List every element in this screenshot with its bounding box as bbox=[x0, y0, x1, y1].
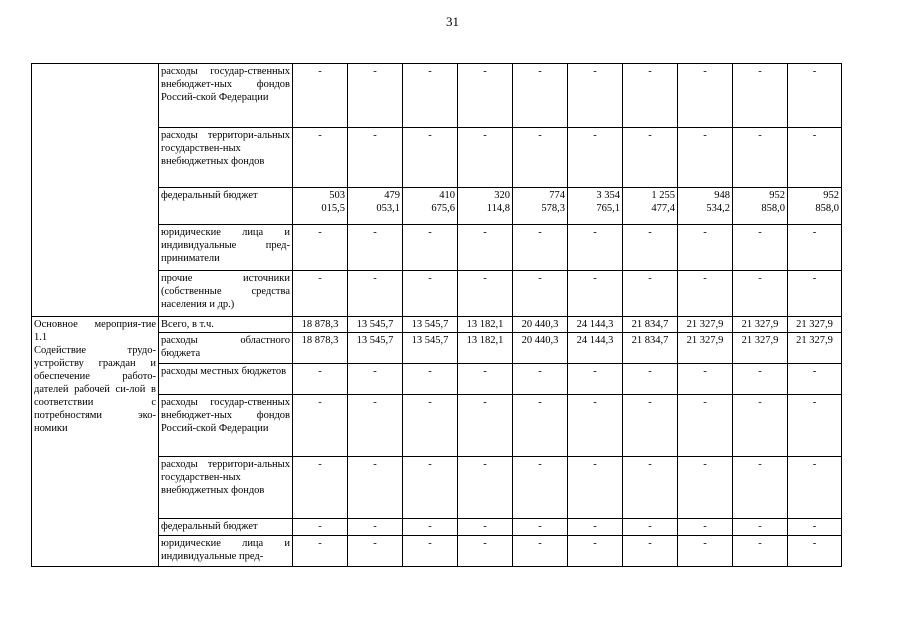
value-line: 858,0 bbox=[761, 203, 785, 214]
value-cell: - bbox=[403, 536, 458, 567]
value-cell: - bbox=[733, 536, 788, 567]
value-cell: - bbox=[568, 536, 623, 567]
value-cell: - bbox=[348, 364, 403, 395]
value-line: 952 bbox=[769, 190, 785, 201]
source-label: федеральный бюджет bbox=[159, 188, 293, 225]
value-cell: 13 545,7 bbox=[348, 333, 403, 364]
value-cell: - bbox=[348, 457, 403, 519]
value-line: 675,6 bbox=[431, 203, 455, 214]
source-label: расходы государ-ственных внебюджет-ных фондов Россий-ской Федерации bbox=[159, 64, 293, 128]
value-cell: - bbox=[678, 64, 733, 128]
value-line: 015,5 bbox=[321, 203, 345, 214]
value-cell: - bbox=[403, 519, 458, 536]
value-cell: - bbox=[568, 64, 623, 128]
value-cell: - bbox=[403, 271, 458, 317]
value-line: 774 bbox=[549, 190, 565, 201]
value-cell: - bbox=[788, 225, 842, 271]
value-cell: - bbox=[513, 225, 568, 271]
value-cell: - bbox=[293, 64, 348, 128]
measure-description: Содействие трудо-устройству граждан и обеспечение работо-дателей рабочей си-лой в соответствии с потребностями эко-номики bbox=[34, 345, 156, 434]
value-cell: - bbox=[678, 519, 733, 536]
value-cell: 18 878,3 bbox=[293, 317, 348, 333]
table-row bbox=[32, 317, 842, 333]
value-cell: - bbox=[788, 64, 842, 128]
value-line: 053,1 bbox=[376, 203, 400, 214]
value-line: 858,0 bbox=[815, 203, 839, 214]
value-cell: - bbox=[678, 457, 733, 519]
table-row bbox=[32, 64, 842, 128]
value-cell: - bbox=[293, 128, 348, 188]
value-cell: - bbox=[568, 225, 623, 271]
value-cell: - bbox=[678, 536, 733, 567]
value-cell: - bbox=[293, 395, 348, 457]
value-cell: - bbox=[458, 64, 513, 128]
value-cell: 13 545,7 bbox=[403, 333, 458, 364]
value-cell: 21 834,7 bbox=[623, 333, 678, 364]
value-cell: 13 545,7 bbox=[348, 317, 403, 333]
measure-cell bbox=[32, 317, 159, 567]
value-line: 952 bbox=[823, 190, 839, 201]
value-cell bbox=[733, 188, 788, 225]
value-cell bbox=[568, 188, 623, 225]
value-cell: - bbox=[403, 128, 458, 188]
value-cell: - bbox=[513, 364, 568, 395]
value-cell: - bbox=[678, 364, 733, 395]
value-line: 477,4 bbox=[651, 203, 675, 214]
value-cell: - bbox=[788, 395, 842, 457]
value-cell: - bbox=[788, 457, 842, 519]
value-line: 534,2 bbox=[706, 203, 730, 214]
value-cell: - bbox=[513, 519, 568, 536]
value-cell: - bbox=[788, 536, 842, 567]
value-line: 578,3 bbox=[541, 203, 565, 214]
value-cell: - bbox=[788, 364, 842, 395]
value-cell: - bbox=[348, 225, 403, 271]
value-cell: - bbox=[513, 128, 568, 188]
value-cell: - bbox=[403, 364, 458, 395]
page-number: 31 bbox=[446, 14, 459, 29]
budget-table bbox=[31, 63, 842, 567]
source-label: юридические лица и индивидуальные пред-приниматели bbox=[159, 225, 293, 271]
value-cell: - bbox=[348, 64, 403, 128]
value-cell: - bbox=[568, 128, 623, 188]
value-cell: - bbox=[403, 457, 458, 519]
value-cell: - bbox=[403, 64, 458, 128]
value-cell: - bbox=[623, 536, 678, 567]
empty-measure-cell bbox=[32, 64, 159, 317]
value-cell bbox=[348, 188, 403, 225]
value-cell bbox=[403, 188, 458, 225]
source-label: прочие источники (собственные средства населения и др.) bbox=[159, 271, 293, 317]
value-cell: 21 834,7 bbox=[623, 317, 678, 333]
value-line: 948 bbox=[714, 190, 730, 201]
value-cell: 13 182,1 bbox=[458, 317, 513, 333]
value-cell: - bbox=[623, 457, 678, 519]
value-cell bbox=[788, 188, 842, 225]
value-cell: - bbox=[513, 457, 568, 519]
value-cell: - bbox=[733, 225, 788, 271]
value-cell: - bbox=[678, 395, 733, 457]
value-cell bbox=[623, 188, 678, 225]
value-cell bbox=[293, 188, 348, 225]
source-label: расходы государ-ственных внебюджет-ных фондов Россий-ской Федерации bbox=[159, 395, 293, 457]
source-label: юридические лица и индивидуальные пред- bbox=[159, 536, 293, 567]
value-cell: - bbox=[568, 457, 623, 519]
table-body bbox=[32, 64, 842, 567]
source-label: федеральный бюджет bbox=[159, 519, 293, 536]
value-cell: 21 327,9 bbox=[788, 333, 842, 364]
value-cell: - bbox=[293, 364, 348, 395]
value-cell: - bbox=[513, 536, 568, 567]
value-line: 1 255 bbox=[651, 190, 675, 201]
value-cell: - bbox=[568, 271, 623, 317]
value-cell: - bbox=[513, 271, 568, 317]
value-cell: - bbox=[458, 395, 513, 457]
value-cell: - bbox=[458, 128, 513, 188]
value-cell: - bbox=[788, 519, 842, 536]
value-cell: - bbox=[733, 457, 788, 519]
value-cell bbox=[678, 188, 733, 225]
value-cell bbox=[513, 188, 568, 225]
value-cell: - bbox=[733, 271, 788, 317]
value-cell: - bbox=[458, 457, 513, 519]
value-cell: - bbox=[458, 271, 513, 317]
value-cell: - bbox=[348, 536, 403, 567]
value-cell: - bbox=[458, 519, 513, 536]
value-cell: - bbox=[348, 271, 403, 317]
value-cell: - bbox=[623, 364, 678, 395]
source-label: Всего, в т.ч. bbox=[159, 317, 293, 333]
value-cell: - bbox=[733, 128, 788, 188]
value-cell: 24 144,3 bbox=[568, 333, 623, 364]
value-cell: - bbox=[788, 128, 842, 188]
value-line: 114,8 bbox=[486, 203, 510, 214]
value-cell: - bbox=[458, 364, 513, 395]
value-cell: - bbox=[293, 536, 348, 567]
value-cell: - bbox=[348, 395, 403, 457]
value-cell: 13 545,7 bbox=[403, 317, 458, 333]
value-cell: - bbox=[733, 519, 788, 536]
value-cell: - bbox=[568, 395, 623, 457]
value-cell: - bbox=[293, 225, 348, 271]
value-cell: - bbox=[293, 457, 348, 519]
value-cell: - bbox=[568, 364, 623, 395]
measure-title: Основное мероприя-тие 1.1 bbox=[34, 319, 156, 343]
value-cell: - bbox=[623, 271, 678, 317]
value-cell: - bbox=[623, 128, 678, 188]
value-cell: - bbox=[293, 519, 348, 536]
value-cell bbox=[458, 188, 513, 225]
value-cell: - bbox=[568, 519, 623, 536]
value-line: 320 bbox=[494, 190, 510, 201]
value-cell: - bbox=[678, 225, 733, 271]
value-cell: - bbox=[348, 128, 403, 188]
value-line: 410 bbox=[439, 190, 455, 201]
value-cell: 21 327,9 bbox=[678, 333, 733, 364]
value-cell: 13 182,1 bbox=[458, 333, 513, 364]
value-cell: - bbox=[623, 519, 678, 536]
value-cell: - bbox=[458, 225, 513, 271]
value-cell: 21 327,9 bbox=[733, 317, 788, 333]
value-cell: 24 144,3 bbox=[568, 317, 623, 333]
value-cell: - bbox=[403, 395, 458, 457]
value-cell: - bbox=[678, 271, 733, 317]
source-label: расходы территори-альных государствен-ных внебюджетных фондов bbox=[159, 457, 293, 519]
value-cell: 18 878,3 bbox=[293, 333, 348, 364]
value-cell: 21 327,9 bbox=[678, 317, 733, 333]
source-label: расходы местных бюджетов bbox=[159, 364, 293, 395]
value-cell: - bbox=[623, 395, 678, 457]
value-cell: 21 327,9 bbox=[788, 317, 842, 333]
value-cell: - bbox=[623, 64, 678, 128]
source-label: расходы территори-альных государствен-ных внебюджетных фондов bbox=[159, 128, 293, 188]
value-cell: 20 440,3 bbox=[513, 317, 568, 333]
value-cell: - bbox=[513, 64, 568, 128]
source-label: расходы областного бюджета bbox=[159, 333, 293, 364]
value-cell: - bbox=[733, 364, 788, 395]
value-cell: - bbox=[733, 64, 788, 128]
value-cell: - bbox=[458, 536, 513, 567]
value-cell: - bbox=[733, 395, 788, 457]
value-cell: - bbox=[788, 271, 842, 317]
value-cell: - bbox=[678, 128, 733, 188]
value-line: 3 354 bbox=[596, 190, 620, 201]
value-cell: - bbox=[293, 271, 348, 317]
value-cell: - bbox=[403, 225, 458, 271]
value-cell: 20 440,3 bbox=[513, 333, 568, 364]
value-line: 479 bbox=[384, 190, 400, 201]
value-cell: - bbox=[623, 225, 678, 271]
value-line: 765,1 bbox=[596, 203, 620, 214]
value-cell: - bbox=[513, 395, 568, 457]
value-cell: 21 327,9 bbox=[733, 333, 788, 364]
value-line: 503 bbox=[329, 190, 345, 201]
value-cell: - bbox=[348, 519, 403, 536]
